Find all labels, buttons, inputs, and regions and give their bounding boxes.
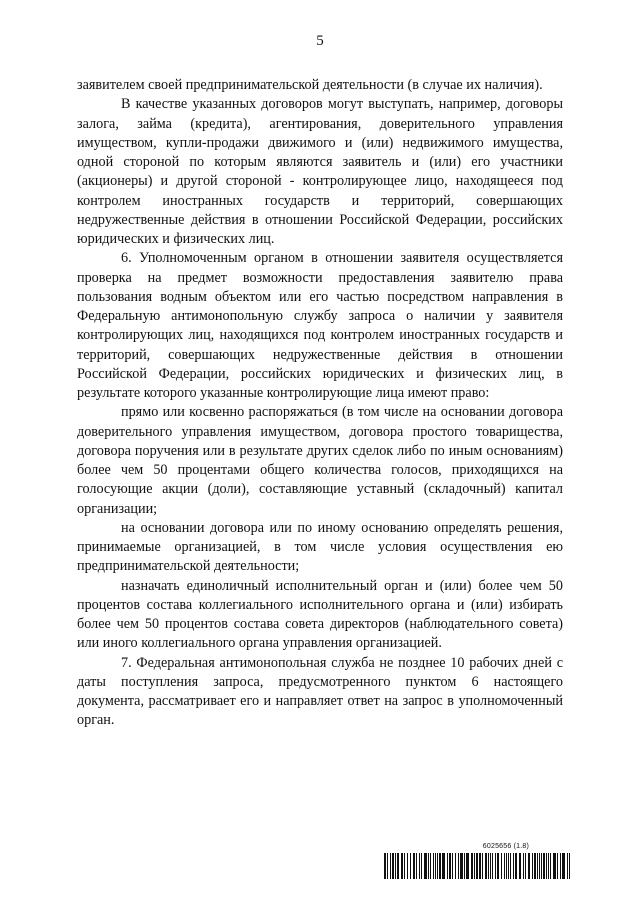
barcode-bar [455, 853, 456, 879]
barcode-bar [532, 853, 533, 879]
barcode-bar [437, 853, 438, 879]
barcode-bar [442, 853, 445, 879]
barcode-bar [397, 853, 399, 879]
barcode-bar [485, 853, 487, 879]
barcode-bar [515, 853, 517, 879]
paragraph-right-determine-decisions: на основании договора или по иному основанию определять решения, принимаемые организацией, в том числе условия осуществления ею предпринимательской деятельности; [77, 519, 563, 575]
barcode-bar [430, 853, 431, 879]
barcode-bar [553, 853, 556, 879]
paragraph-continuation: заявителем своей предпринимательской деятельности (в случае их наличия). [77, 77, 543, 93]
barcode-bar [525, 853, 526, 879]
barcode-bar [413, 853, 415, 879]
barcode-bar [519, 853, 521, 879]
barcode-bar [460, 853, 463, 879]
document-body [77, 76, 563, 731]
barcode-bar [392, 853, 394, 879]
barcode-bar [550, 853, 551, 879]
barcode-bar [466, 853, 469, 879]
barcode-bar [495, 853, 496, 879]
barcode-bar [567, 853, 568, 879]
barcode-bar [452, 853, 453, 879]
barcode-bar [562, 853, 565, 879]
paragraph-item-6: 6. Уполномоченным органом в отношении заявителя осуществляется проверка на предмет возможности предоставления заявителю права пользования водным объектом или его частью посредством направления в Федеральную антимонопольную службу запроса о наличии у заявителя контролирующих лиц, находящихся под контролем иностранных государств и территорий, совершающих недружественные действия в отношении Российской Федерации, российских юридических и физических лиц, в результате которого указанные контролирующие лица имеют право: [77, 250, 563, 401]
barcode-bar [497, 853, 499, 879]
barcode-bar [492, 853, 493, 879]
barcode-bar [435, 853, 436, 879]
barcode-bar [557, 853, 558, 879]
barcode-bar [458, 853, 459, 879]
barcode-bar [390, 853, 391, 879]
barcode-bar [476, 853, 478, 879]
barcode-code: 6025656 (1.8) [482, 843, 529, 850]
barcode-bar [543, 853, 545, 879]
document-barcode-block [383, 843, 573, 879]
barcode-bar [464, 853, 465, 879]
barcode-bar [539, 853, 540, 879]
barcode-bar [449, 853, 451, 879]
barcode-bar [548, 853, 549, 879]
barcode-bar [504, 853, 505, 879]
barcode-bar [447, 853, 448, 879]
paragraph-contract-examples: В качестве указанных договоров могут выступать, например, договоры залога, займа (кредита), агентирования, доверительного управления имуществом, купли-продажи движимого и (или) недвижимого имущества, одной стороной по которым являются заявитель и (или) его участники (акционеры) и другой стороной - контролирующее лицо, находящееся под контролем иностранных государств и территорий, совершающих недружественные действия в отношении Российской Федерации, российских юридических и физических лиц. [77, 96, 563, 247]
barcode-bar [439, 853, 441, 879]
paragraph-item-7: 7. Федеральная антимонопольная служба не позднее 10 рабочих дней с даты поступления запроса, предусмотренного пунктом 6 настоящего документа, рассматривает его и направляет ответ на запрос в уполномоченный орган. [77, 654, 563, 729]
barcode-bar [534, 853, 536, 879]
barcode-bar [508, 853, 509, 879]
page-number: 5 [316, 33, 324, 49]
barcode-bar [546, 853, 547, 879]
paragraph-right-appoint-bodies: назначать единоличный исполнительный орган и (или) более чем 50 процентов состава коллегиального исполнительного органа и (или) избирать более чем 50 процентов состава совета директоров (наблюдательного совета) или иного коллегиального органа управления организацией. [77, 577, 563, 652]
barcode-bar [569, 853, 570, 879]
barcode-bar [479, 853, 481, 879]
paragraph-right-dispose-votes: прямо или косвенно распоряжаться (в том числе на основании договора доверительного управления имуществом, договора простого товарищества, договора поручения или в результате других сделок либо по иным основаниям) более чем 50 процентами общего количества голосов, приходящихся на голосующие акции (доли), составляющие уставный (складочный) капитал организации; [77, 404, 563, 517]
barcode-bar [506, 853, 507, 879]
barcode-bar [410, 853, 411, 879]
barcode-bar [490, 853, 491, 879]
barcode-bar [501, 853, 502, 879]
barcode-bar [404, 853, 405, 879]
barcode-bar [523, 853, 524, 879]
barcode-bar [488, 853, 489, 879]
barcode-bar [471, 853, 473, 879]
barcode-bar [537, 853, 538, 879]
barcode-icon [383, 853, 573, 879]
barcode-bar [482, 853, 483, 879]
barcode-bar [407, 853, 408, 879]
barcode-bar [513, 853, 514, 879]
barcode-bar [541, 853, 542, 879]
barcode-bar [433, 853, 434, 879]
barcode-bar [421, 853, 422, 879]
barcode-bar [401, 853, 403, 879]
barcode-bar [387, 853, 388, 879]
barcode-bar [510, 853, 511, 879]
barcode-bar [424, 853, 427, 879]
barcode-bar [419, 853, 420, 879]
barcode-bar [474, 853, 475, 879]
barcode-bar [416, 853, 417, 879]
barcode-bar [528, 853, 530, 879]
barcode-bar [428, 853, 429, 879]
barcode-bar [384, 853, 386, 879]
barcode-bar [395, 853, 396, 879]
barcode-bar [560, 853, 561, 879]
